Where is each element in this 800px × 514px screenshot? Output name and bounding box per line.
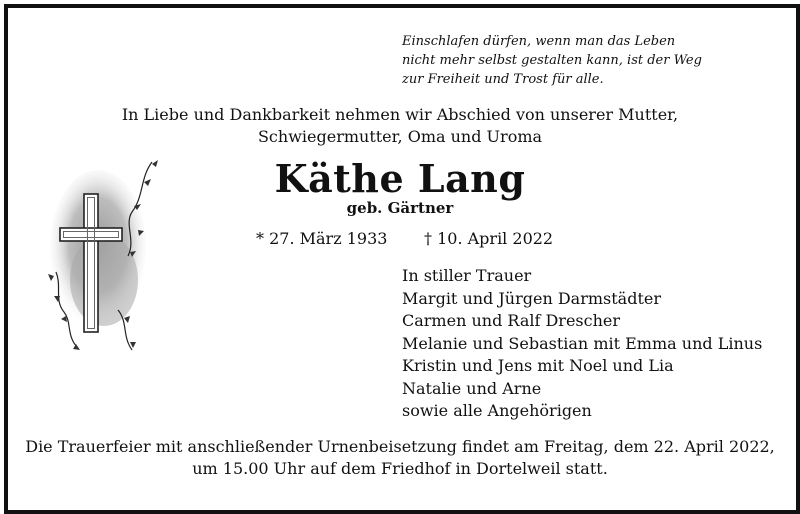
deceased-name: Käthe Lang xyxy=(274,156,526,201)
intro-line-1: In Liebe und Dankbarkeit nehmen wir Abschied von unserer Mutter, xyxy=(121,105,679,124)
death-date: † 10. April 2022 xyxy=(424,229,554,248)
ceremony-line-2: um 15.00 Uhr auf dem Friedhof in Dortelweil statt. xyxy=(192,459,608,478)
motto-line: Einschlafen dürfen, wenn man das Leben xyxy=(402,34,676,49)
mourner-line: Margit und Jürgen Darmstädter xyxy=(402,288,662,308)
mourner-line: Kristin und Jens mit Noel und Lia xyxy=(402,356,674,375)
birth-date: * 27. März 1933 xyxy=(256,229,388,248)
intro-line-2: Schwiegermutter, Oma und Uroma xyxy=(257,127,543,146)
mourner-line: Melanie und Sebastian mit Emma und Linus xyxy=(402,333,763,353)
ceremony-details xyxy=(0,436,800,480)
mourner-line: Natalie und Arne xyxy=(402,378,542,398)
maiden-name: geb. Gärtner xyxy=(346,199,454,217)
mourners-list xyxy=(402,265,762,423)
ceremony-line-1: Die Trauerfeier mit anschließender Urnenbeisetzung findet am Freitag, dem 22. April 2022, xyxy=(25,437,775,456)
motto-line: nicht mehr selbst gestalten kann, ist der Weg xyxy=(402,53,702,68)
mourner-line: Carmen und Ralf Drescher xyxy=(402,311,621,330)
intro-text xyxy=(0,104,800,148)
mourner-line: In stiller Trauer xyxy=(402,266,532,285)
motto-line: zur Freiheit und Trost für alle. xyxy=(402,72,604,87)
mourner-line: sowie alle Angehörigen xyxy=(402,401,592,420)
motto-verse xyxy=(402,32,702,89)
